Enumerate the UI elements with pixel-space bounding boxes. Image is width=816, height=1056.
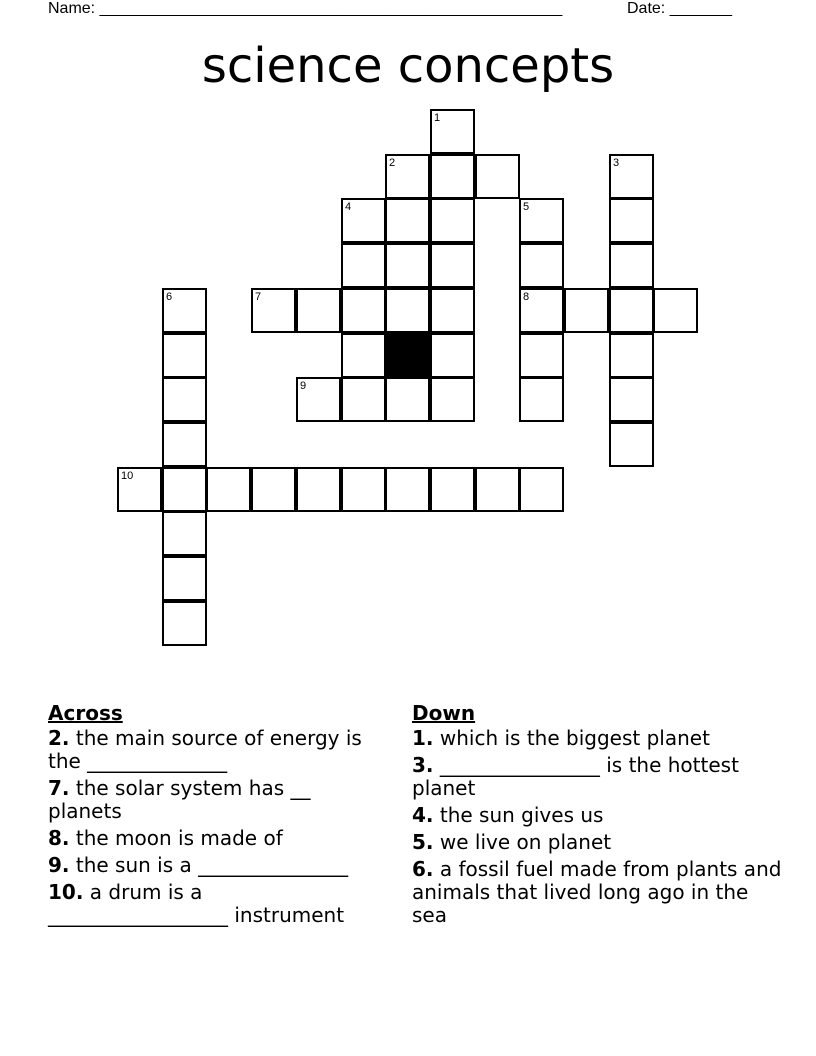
grid-cell[interactable]: [609, 198, 654, 243]
clue-number-label: 8: [523, 291, 530, 303]
clue-number: 10.: [48, 880, 84, 904]
grid-cell[interactable]: [430, 243, 475, 288]
grid-cell[interactable]: [162, 601, 207, 646]
clue-number-label: 4: [345, 201, 352, 213]
clue-text: a drum is a __________________ instrument: [48, 880, 345, 927]
grid-cell[interactable]: [430, 109, 475, 154]
clue-number-label: 7: [255, 291, 262, 303]
clue-number: 8.: [48, 826, 70, 850]
grid-cell[interactable]: [519, 333, 564, 378]
grid-cell[interactable]: [162, 511, 207, 556]
grid-cell[interactable]: [385, 243, 430, 288]
date-field-label: Date: _______: [627, 0, 732, 17]
clue-number: 7.: [48, 776, 70, 800]
grid-cell[interactable]: [385, 467, 430, 512]
grid-cell[interactable]: [385, 288, 430, 333]
grid-cell[interactable]: [519, 243, 564, 288]
grid-cell[interactable]: [519, 288, 564, 333]
clue-number: 6.: [412, 857, 434, 881]
grid-cell[interactable]: [564, 288, 609, 333]
grid-cell[interactable]: [519, 198, 564, 243]
grid-cell[interactable]: [430, 377, 475, 422]
clue-text: the moon is made of: [75, 826, 283, 850]
grid-cell[interactable]: [430, 333, 475, 378]
clue-number: 9.: [48, 853, 70, 877]
grid-cell[interactable]: [385, 198, 430, 243]
clue-number-label: 6: [166, 291, 173, 303]
grid-cell[interactable]: [341, 333, 386, 378]
down-clue: [412, 831, 782, 854]
grid-cell[interactable]: [609, 377, 654, 422]
clue-number-label: 10: [121, 470, 134, 482]
grid-cell[interactable]: [341, 467, 386, 512]
clue-text: the solar system has __ planets: [48, 776, 311, 823]
clue-number-label: 2: [389, 157, 396, 169]
grid-cell[interactable]: [162, 377, 207, 422]
page-title: science concepts: [201, 38, 615, 94]
across-clue: [48, 881, 388, 927]
clue-text: the main source of energy is the ______________: [48, 726, 362, 773]
clue-number-label: 1: [434, 112, 441, 124]
across-clue: [48, 827, 388, 850]
across-clue: [48, 854, 388, 877]
across-clues: [48, 702, 388, 931]
blocked-cell: [385, 333, 430, 378]
down-clue: [412, 804, 782, 827]
grid-cell[interactable]: [341, 377, 386, 422]
grid-cell[interactable]: [162, 333, 207, 378]
grid-cell[interactable]: [251, 288, 296, 333]
clue-text: ________________ is the hottest planet: [412, 753, 739, 800]
grid-cell[interactable]: [519, 377, 564, 422]
grid-cell[interactable]: [519, 467, 564, 512]
grid-cell[interactable]: [609, 288, 654, 333]
grid-cell[interactable]: [341, 243, 386, 288]
grid-cell[interactable]: [430, 288, 475, 333]
grid-cell[interactable]: [430, 467, 475, 512]
grid-cell[interactable]: [475, 467, 520, 512]
grid-cell[interactable]: [475, 154, 520, 199]
grid-cell[interactable]: [162, 556, 207, 601]
clue-text: we live on planet: [439, 830, 612, 854]
grid-cell[interactable]: [296, 377, 341, 422]
clue-number-label: 3: [613, 157, 620, 169]
grid-cell[interactable]: [341, 288, 386, 333]
down-clue: [412, 727, 782, 750]
grid-cell[interactable]: [609, 154, 654, 199]
grid-cell[interactable]: [251, 467, 296, 512]
down-clue: [412, 754, 782, 800]
clue-number: 2.: [48, 726, 70, 750]
name-field-label: Name: ____________________________________________________: [48, 0, 563, 17]
down-clue: [412, 858, 782, 927]
grid-cell[interactable]: [385, 154, 430, 199]
clue-number: 5.: [412, 830, 434, 854]
clue-text: the sun is a _______________: [75, 853, 349, 877]
grid-cell[interactable]: [206, 467, 251, 512]
grid-cell[interactable]: [296, 288, 341, 333]
clue-number: 3.: [412, 753, 434, 777]
clue-text: a fossil fuel made from plants and animals that lived long ago in the sea: [412, 857, 782, 927]
grid-cell[interactable]: [609, 333, 654, 378]
grid-cell[interactable]: [162, 288, 207, 333]
clue-number-label: 5: [523, 201, 530, 213]
across-clue: [48, 777, 388, 823]
grid-cell[interactable]: [385, 377, 430, 422]
grid-cell[interactable]: [162, 467, 207, 512]
grid-cell[interactable]: [609, 243, 654, 288]
clue-text: the sun gives us: [439, 803, 604, 827]
grid-cell[interactable]: [296, 467, 341, 512]
grid-cell[interactable]: [430, 154, 475, 199]
grid-cell[interactable]: [653, 288, 698, 333]
clue-number: 4.: [412, 803, 434, 827]
grid-cell[interactable]: [430, 198, 475, 243]
grid-cell[interactable]: [117, 467, 162, 512]
clue-text: which is the biggest planet: [439, 726, 710, 750]
down-heading: Down: [412, 701, 476, 725]
clue-number-label: 9: [300, 380, 307, 392]
clue-number: 1.: [412, 726, 434, 750]
across-heading: Across: [48, 701, 123, 725]
across-clue: [48, 727, 388, 773]
grid-cell[interactable]: [609, 422, 654, 467]
grid-cell[interactable]: [341, 198, 386, 243]
grid-cell[interactable]: [162, 422, 207, 467]
down-clues: [412, 702, 782, 931]
